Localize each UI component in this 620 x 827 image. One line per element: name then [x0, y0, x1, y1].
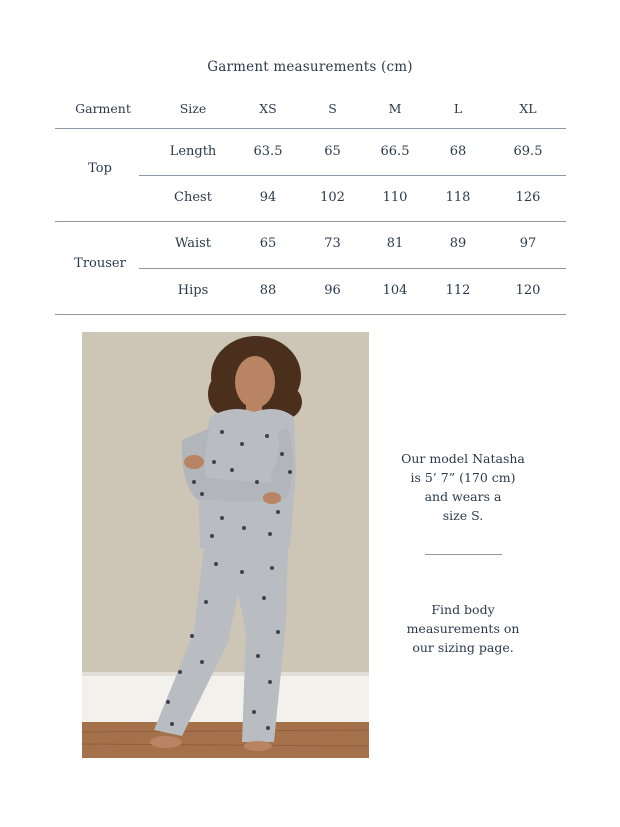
- sizing-note-line: measurements on: [406, 621, 520, 636]
- table-cell: 97: [519, 236, 537, 251]
- sizing-note: [384, 600, 542, 657]
- table-cell: 68: [449, 144, 467, 159]
- model-note-line: size S.: [442, 508, 484, 523]
- header-size: Size: [179, 101, 207, 116]
- table-cell: 65: [259, 236, 277, 251]
- table-row: [55, 226, 566, 262]
- model-note: [384, 449, 542, 525]
- header-rule: [55, 128, 566, 129]
- table-cell: 69.5: [513, 144, 543, 159]
- header-xs: XS: [259, 101, 277, 116]
- table-row: [55, 134, 566, 170]
- table-cell: 65: [324, 144, 341, 159]
- table-row: [55, 180, 566, 216]
- table-cell: 66.5: [380, 144, 410, 159]
- table-cell: 104: [382, 283, 408, 298]
- table-row: [55, 273, 566, 309]
- measure-label: Chest: [174, 190, 212, 205]
- table-cell: 112: [445, 283, 471, 298]
- table-cell: 63.5: [253, 144, 283, 159]
- table-cell: 110: [382, 190, 408, 205]
- table-cell: 73: [324, 236, 341, 251]
- sizing-note-line: our sizing page.: [412, 640, 514, 655]
- header-s: S: [328, 101, 337, 116]
- table-header-row: [55, 91, 566, 127]
- header-garment: Garment: [75, 101, 131, 116]
- table-cell: 96: [324, 283, 341, 298]
- header-m: M: [388, 101, 402, 116]
- table-cell: 94: [259, 190, 277, 205]
- table-cell: 126: [515, 190, 541, 205]
- model-note-line: Our model Natasha: [401, 451, 525, 466]
- header-l: L: [453, 101, 463, 116]
- garment-trouser-label: Trouser: [74, 256, 126, 271]
- table-cell: 120: [515, 283, 541, 298]
- garment-top-label: Top: [88, 161, 112, 176]
- model-photo: [82, 332, 369, 758]
- notes-divider: [425, 554, 502, 555]
- table-cell: 81: [386, 236, 404, 251]
- model-note-line: is 5’ 7” (170 cm): [410, 470, 516, 485]
- group-rule: [55, 221, 566, 222]
- measure-label: Length: [169, 144, 217, 159]
- row-rule: [139, 268, 566, 269]
- table-cell: 88: [259, 283, 277, 298]
- row-rule: [139, 175, 566, 176]
- table-cell: 118: [445, 190, 471, 205]
- page-title: Garment measurements (cm): [207, 59, 413, 75]
- model-illustration: [82, 332, 369, 758]
- sizing-note-line: Find body: [431, 602, 495, 617]
- table-cell: 89: [449, 236, 467, 251]
- model-note-line: and wears a: [424, 489, 502, 504]
- measure-label: Hips: [177, 283, 209, 298]
- table-bottom-rule: [55, 314, 566, 315]
- measure-label: Waist: [174, 236, 212, 251]
- table-cell: 102: [320, 190, 345, 205]
- header-xl: XL: [519, 101, 537, 116]
